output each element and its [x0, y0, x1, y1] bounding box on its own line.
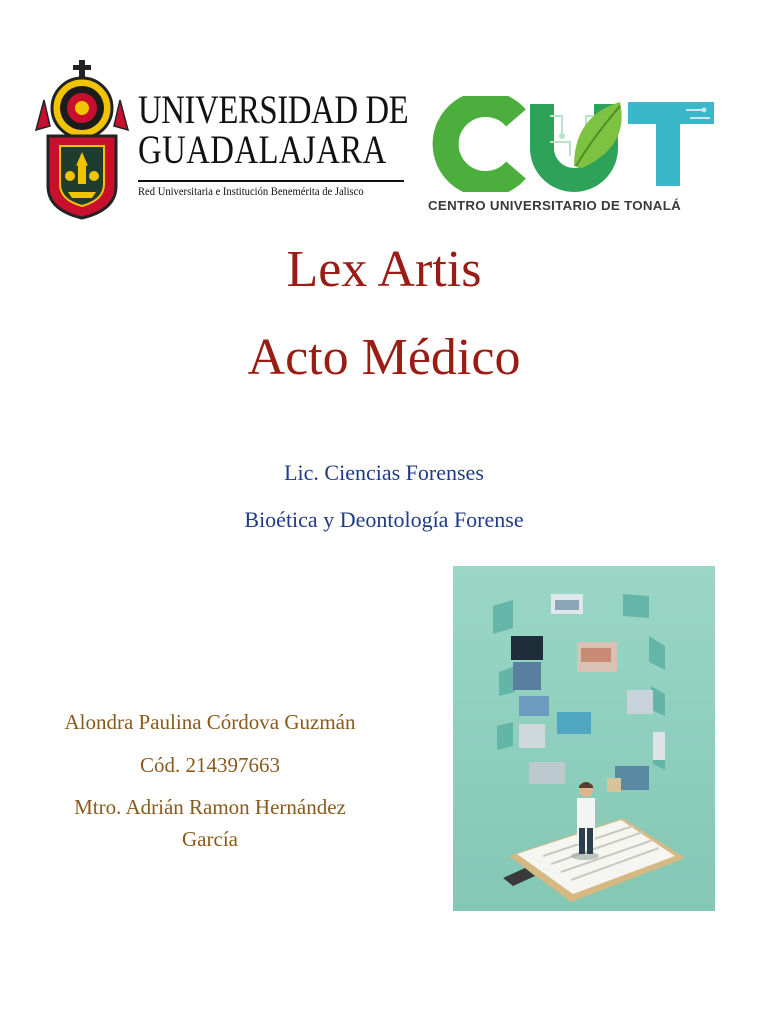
- teacher-name-line1: Mtro. Adrián Ramon Hernández: [74, 795, 346, 819]
- student-name: Alondra Paulina Córdova Guzmán: [64, 710, 356, 734]
- document-subtitle: Acto Médico: [247, 329, 521, 386]
- student-code: Cód. 214397663: [139, 753, 280, 777]
- university-name-line2: GUADALAJARA: [138, 127, 387, 172]
- university-name-line1: UNIVERSIDAD DE: [138, 87, 409, 132]
- subject-name: Bioética y Deontología Forense: [244, 507, 524, 532]
- udg-crest-icon: [34, 60, 130, 220]
- cut-logo-icon: [424, 96, 724, 192]
- program-name: Lic. Ciencias Forenses: [284, 460, 484, 485]
- university-subtitle: Red Universitaria e Institución Benemérita de Jalisco: [138, 186, 364, 198]
- medical-illustration: [453, 566, 715, 911]
- udg-wordmark: [138, 87, 410, 198]
- cut-caption: CENTRO UNIVERSITARIO DE TONALÁ: [428, 198, 682, 213]
- document-title: Lex Artis: [286, 241, 482, 298]
- teacher-name-line2: García: [182, 827, 238, 851]
- wordmark-divider: [138, 180, 404, 182]
